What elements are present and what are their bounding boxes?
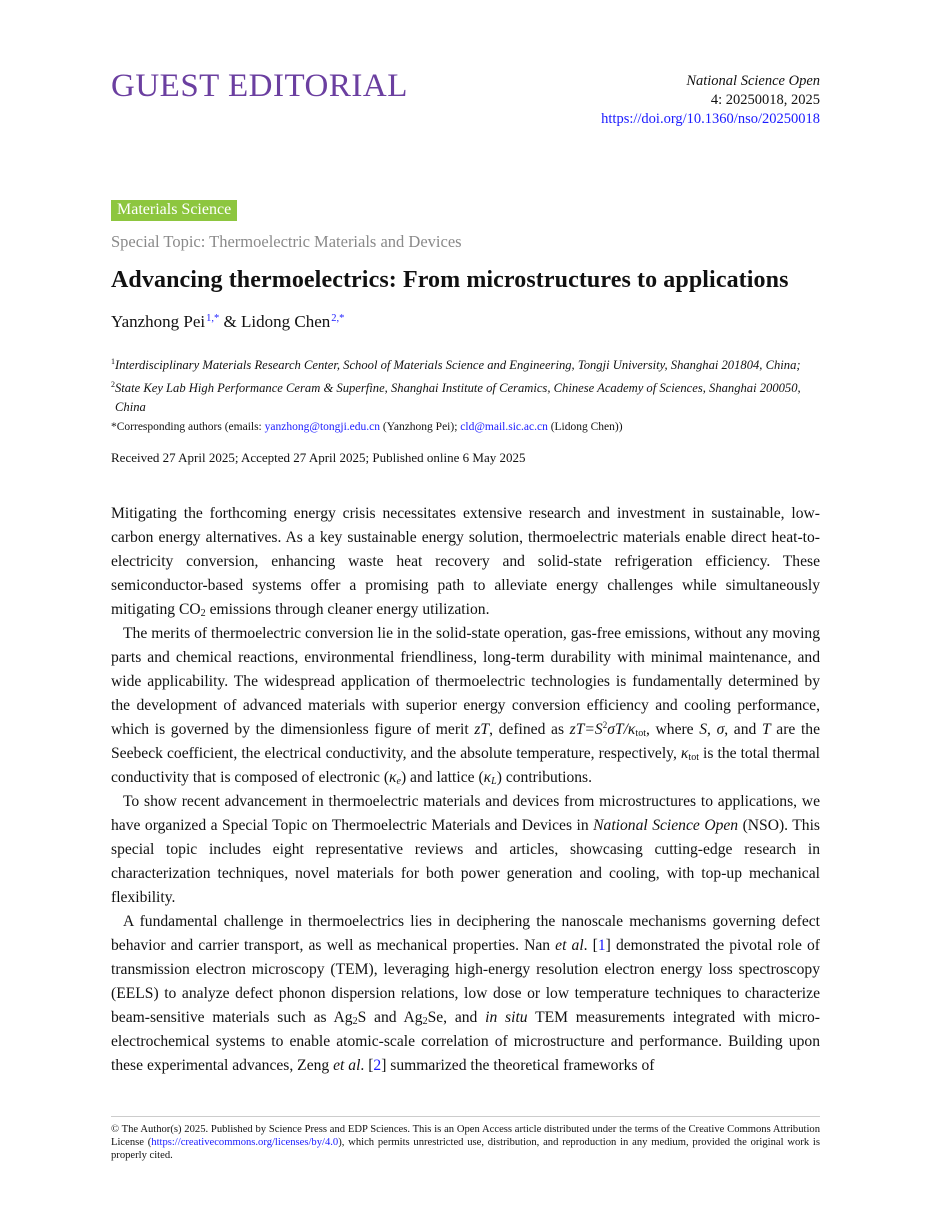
footer-divider	[111, 1116, 820, 1117]
author-affiliation-mark[interactable]: 2,*	[331, 313, 345, 324]
email-link[interactable]: yanzhong@tongji.edu.cn	[264, 421, 380, 433]
journal-info	[601, 72, 820, 129]
affiliation-text: State Key Lab High Performance Ceram & Superfine, Shanghai Institute of Ceramics, Chinese Academy of Sciences, Shanghai 200050,	[115, 381, 801, 395]
paragraph: The merits of thermoelectric conversion lie in the solid-state operation, gas-free emissions, without any moving parts and chemical reactions, environmental friendliness, long-term durability with minimal maintenance, and wide applicability. The widespread application of thermoelectric technologies is fundamentally determined by the development of advanced materials with superior energy conversion efficiency and cooling performance, which is governed by the dimensionless figure of merit zT, defined as $zT=S^2\sigma T/\kappa_{tot}$, where S, σ, and T are the Seebeck coefficient, the electrical conductivity, and the absolute temperature, respectively, $\kappa_{tot}$ is the total thermal conductivity that is composed of electronic $(\kappa_e)$ and lattice $(\kappa_L)$ contributions.	[111, 625, 821, 787]
author-separator: &	[223, 312, 237, 331]
article-body	[111, 502, 820, 1078]
author-name: Lidong Chen	[241, 312, 331, 331]
journal-name: National Science Open	[686, 73, 820, 89]
affiliation-number: 2	[111, 380, 115, 389]
reference-link[interactable]: 1	[597, 937, 606, 954]
paragraph: A fundamental challenge in thermoelectrics lies in deciphering the nanoscale mechanisms governing defect behavior and carrier transport, as well as mechanical properties. Nan et al. [1] demonstrated the pivotal role of transmission electron microscopy (TEM), leveraging high-energy resolution electron energy loss spectroscopy (EELS) to analyze defect phonon dispersion relations, low dose or low temperature techniques to characterize beam-sensitive materials such as $Ag_2S$ and $Ag_2Se$, and in situ TEM measurements integrated with micro-electrochemical systems to enable atomic-scale correlation of microstructure and performance. Building upon these experimental advances, Zeng et al. [2] summarized the theoretical frameworks of	[111, 913, 820, 1074]
license-footer: © The Author(s) 2025. Published by Science Press and EDP Sciences. This is an Open Access article distributed under the terms of the Creative Commons Attribution License (https://creativecommons.org/licenses/by/4.0), which permits unrestricted use, distribution, and reproduction in any medium, provided the original work is properly cited.	[111, 1124, 820, 1161]
section-label: GUEST EDITORIAL	[111, 68, 408, 104]
correspondence-name: (Lidong Chen))	[547, 421, 623, 433]
license-link[interactable]: https://creativecommons.org/licenses/by/4.0	[151, 1137, 339, 1148]
correspondence-prefix: *Corresponding authors (emails:	[111, 421, 265, 433]
author-name: Yanzhong Pei	[111, 312, 206, 331]
author-list	[111, 312, 344, 332]
author-affiliation-mark[interactable]: 1,*	[206, 313, 220, 324]
subject-tag: Materials Science	[111, 200, 237, 221]
article-title: Advancing thermoelectrics: From microstructures to applications	[111, 267, 789, 293]
special-topic: Special Topic: Thermoelectric Materials and Devices	[111, 232, 462, 251]
correspondence-name: (Yanzhong Pei);	[379, 421, 461, 433]
affiliation-text: Interdisciplinary Materials Research Center, School of Materials Science and Engineering, Tongji University, Shanghai 201804, China;	[115, 358, 801, 372]
affiliation-number: 1	[111, 357, 115, 366]
paragraph: Mitigating the forthcoming energy crisis necessitates extensive research and investment in sustainable, low-carbon energy alternatives. As a key sustainable energy solution, thermoelectric materials enable direct heat-to-electricity conversion, enhancing waste heat recovery and solid-state refrigeration efficiency. These semiconductor-based systems offer a promising path to alleviate energy challenges while simultaneously mitigating $CO_2$ emissions through cleaner energy utilization.	[111, 505, 820, 619]
reference-link[interactable]: 2	[373, 1057, 382, 1074]
volume-info: 4: 20250018, 2025	[710, 92, 820, 108]
correspondence	[111, 421, 623, 433]
paragraph: To show recent advancement in thermoelectric materials and devices from microstructures to applications, we have organized a Special Topic on Thermoelectric Materials and Devices in National Science Open (NSO). This special topic includes eight representative reviews and articles, showcasing cutting-edge research in characterization techniques, novel materials for both power generation and cooling, with top-up mechanical flexibility.	[111, 793, 820, 906]
doi-link[interactable]: https://doi.org/10.1360/nso/20250018	[601, 111, 820, 127]
affiliation-continuation: China	[115, 400, 146, 414]
email-link[interactable]: cld@mail.sic.ac.cn	[460, 421, 548, 433]
affiliations	[111, 352, 820, 417]
publication-dates: Received 27 April 2025; Accepted 27 April 2025; Published online 6 May 2025	[111, 450, 526, 465]
